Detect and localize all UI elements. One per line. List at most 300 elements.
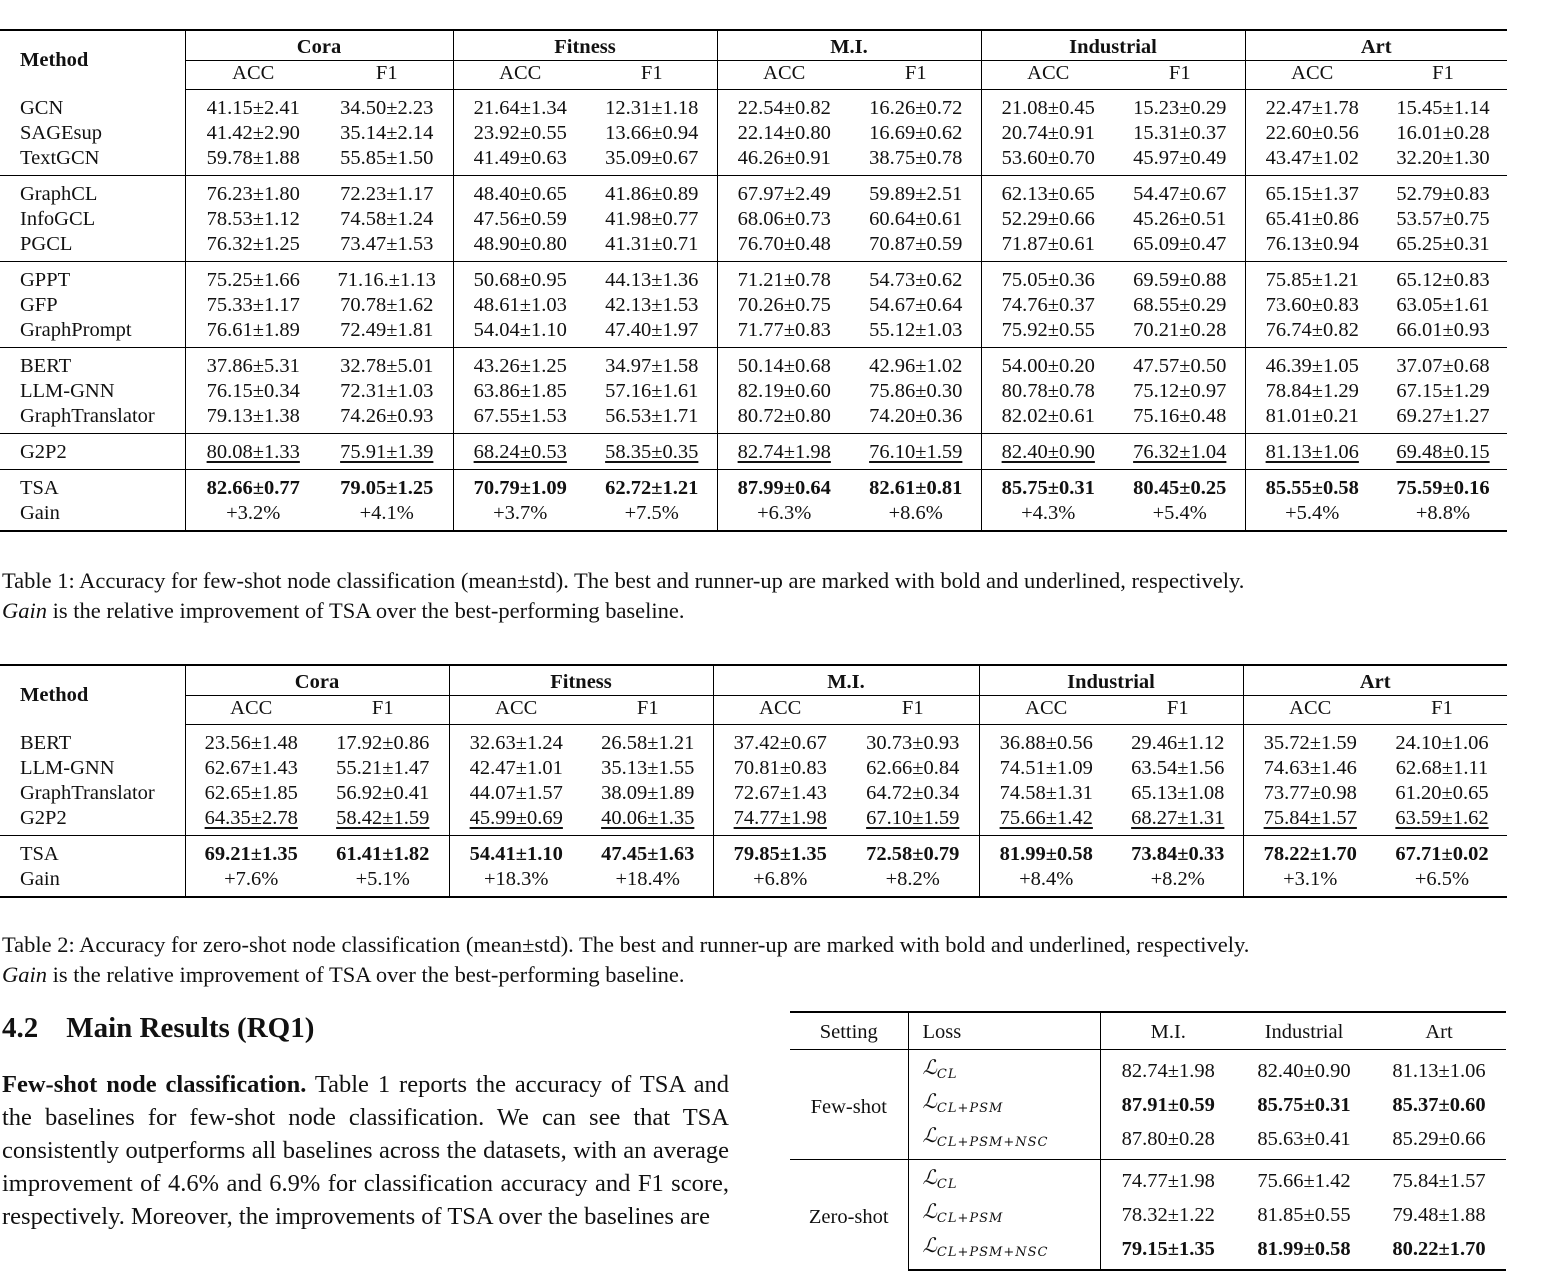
table-cell: 48.40±0.65 (453, 176, 587, 208)
table-cell: 73.60±0.83 (1245, 293, 1379, 318)
table-cell: 50.68±0.95 (453, 262, 587, 294)
table-cell: 62.65±1.85 (185, 781, 317, 806)
table-cell: 70.78±1.62 (340, 294, 434, 316)
method-name: GraphTranslator (20, 782, 155, 804)
table-cell: 20.74±0.91 (981, 121, 1115, 146)
table-cell: 81.99±0.58 (979, 836, 1113, 868)
ablation-row (790, 1050, 1506, 1089)
table-cell (587, 434, 717, 470)
metric-header: ACC (1243, 696, 1377, 725)
table-cell: 41.98±0.77 (605, 208, 699, 230)
table-cell: 34.97±1.58 (587, 348, 717, 380)
ablation-cell: 85.75±0.31 (1257, 1094, 1351, 1116)
table-row (0, 756, 1507, 781)
table-cell: 71.77±0.83 (717, 318, 851, 348)
table-cell: 32.20±1.30 (1396, 147, 1490, 169)
method-name: LLM-GNN (20, 757, 115, 779)
table-cell: 16.69±0.62 (869, 122, 963, 144)
table-cell: 61.41±1.82 (317, 836, 449, 868)
table-cell: 76.32±1.25 (185, 232, 321, 262)
ablation-cell: 79.48±1.88 (1392, 1204, 1486, 1226)
table-cell: 62.68±1.11 (1395, 757, 1489, 779)
table-cell: 74.51±1.09 (979, 756, 1113, 781)
table-cell: 66.01±0.93 (1396, 319, 1490, 341)
table-cell: 76.74±0.82 (1245, 318, 1379, 348)
metric-header: ACC (449, 696, 583, 725)
header-row (0, 665, 1507, 696)
underlined-value: 76.32±1.04 (1133, 441, 1227, 463)
table-cell: 76.61±1.89 (185, 318, 321, 348)
underlined-value: 74.77±1.98 (733, 807, 827, 829)
table-cell: 74.63±1.46 (1243, 756, 1377, 781)
table-cell: 42.47±1.01 (449, 756, 583, 781)
ablation-cell: 74.77±1.98 (1100, 1160, 1236, 1199)
table-cell: +6.5% (1377, 867, 1507, 897)
table-row (0, 379, 1507, 404)
table-cell: 62.72±1.21 (587, 470, 717, 502)
table-cell (449, 806, 583, 836)
table-cell: 45.97±0.49 (1133, 147, 1227, 169)
table-cell: 75.05±0.36 (981, 262, 1115, 294)
table-cell: 26.58±1.21 (601, 732, 695, 754)
table-cell: 41.15±2.41 (185, 90, 321, 122)
table-cell: 79.85±1.35 (713, 836, 847, 868)
setting-name: Few-shot (810, 1095, 887, 1118)
table-cell: 64.72±0.34 (866, 782, 960, 804)
table-cell: 22.14±0.80 (717, 121, 851, 146)
table-cell: 69.21±1.35 (185, 836, 317, 868)
table-cell: 82.61±0.81 (851, 470, 981, 502)
table-cell: 45.26±0.51 (1133, 208, 1227, 230)
table-cell: 67.71±0.02 (1377, 836, 1507, 868)
method-name: BERT (0, 348, 185, 380)
metric-header: F1 (847, 696, 979, 725)
loss-symbol: ℒ (922, 1123, 937, 1147)
few-shot-results-table (0, 29, 1507, 532)
metric-header: F1 (851, 61, 981, 90)
table-cell: 76.13±0.94 (1245, 232, 1379, 262)
table-cell: 36.88±0.56 (979, 725, 1113, 757)
table-cell: 62.13±0.65 (981, 176, 1115, 208)
table-cell: 35.13±1.55 (601, 757, 695, 779)
dataset-header: Art (1245, 30, 1507, 61)
table-row (0, 470, 1507, 502)
method-name: GFP (20, 294, 58, 316)
table-cell (1243, 806, 1377, 836)
table-row (0, 176, 1507, 208)
method-header: Method (0, 665, 185, 725)
metric-header: F1 (583, 696, 713, 725)
table-cell: 41.31±0.71 (605, 233, 699, 255)
dataset-header: Cora (185, 665, 449, 696)
table-cell: 70.81±0.83 (713, 756, 847, 781)
table-cell: 24.10±1.06 (1395, 732, 1489, 754)
ablation-header: Industrial (1236, 1012, 1372, 1050)
table-cell: 62.67±1.43 (185, 756, 317, 781)
table-cell: 54.67±0.64 (869, 294, 963, 316)
method-name: LLM-GNN (20, 380, 115, 402)
method-name: TSA (0, 836, 185, 868)
table-cell: 17.92±0.86 (336, 732, 430, 754)
table-cell: 75.25±1.66 (185, 262, 321, 294)
table-cell: 21.08±0.45 (981, 90, 1115, 122)
loss-name (908, 1050, 1100, 1089)
table-cell (713, 806, 847, 836)
ablation-header: M.I. (1100, 1012, 1236, 1050)
table-cell: 79.05±1.25 (321, 470, 453, 502)
table-row (0, 207, 1507, 232)
loss-name (908, 1122, 1100, 1160)
underlined-value: 68.24±0.53 (473, 441, 567, 463)
table-cell: 75.86±0.30 (869, 380, 963, 402)
table-row (0, 836, 1507, 868)
method-name: GCN (20, 96, 64, 119)
method-name: SAGEsup (20, 122, 103, 144)
dataset-header: Industrial (981, 30, 1245, 61)
table-cell: 55.85±1.50 (340, 147, 434, 169)
table-cell: 78.53±1.12 (185, 207, 321, 232)
table-cell: 38.09±1.89 (601, 782, 695, 804)
table-cell: 54.47±0.67 (1115, 176, 1245, 208)
table-cell: 21.64±1.34 (453, 90, 587, 122)
table-cell: 71.87±0.61 (981, 232, 1115, 262)
table-row (0, 434, 1507, 470)
table-cell: 70.87±0.59 (869, 233, 963, 255)
table-row (0, 262, 1507, 294)
underlined-value: 81.13±1.06 (1265, 441, 1359, 463)
table-cell: 82.66±0.77 (185, 470, 321, 502)
table-cell: 70.21±0.28 (1133, 319, 1227, 341)
method-name: GraphCL (0, 176, 185, 208)
table-cell: 85.55±0.58 (1245, 470, 1379, 502)
method-name: TSA (0, 470, 185, 502)
ablation-cell: 78.32±1.22 (1100, 1198, 1236, 1232)
table-cell: 37.07±0.68 (1379, 348, 1507, 380)
table-row (0, 806, 1507, 836)
dataset-header: M.I. (713, 665, 979, 696)
table-cell: 67.97±2.49 (717, 176, 851, 208)
table-cell: 72.58±0.79 (847, 836, 979, 868)
table-cell: 72.49±1.81 (340, 319, 434, 341)
table-row (0, 348, 1507, 380)
table-cell: 56.92±0.41 (336, 782, 430, 804)
header-row (0, 30, 1507, 61)
table-cell: 35.72±1.59 (1243, 725, 1377, 757)
ablation-cell: 75.66±1.42 (1236, 1160, 1372, 1199)
table-cell: 69.27±1.27 (1396, 405, 1490, 427)
underlined-value: 67.10±1.59 (866, 807, 960, 829)
section-number: 4.2 (2, 1012, 39, 1044)
table-cell: 70.79±1.09 (453, 470, 587, 502)
ablation-header-row (790, 1012, 1506, 1050)
table-cell: 59.78±1.88 (185, 146, 321, 176)
ablation-cell: 79.15±1.35 (1100, 1232, 1236, 1270)
body-paragraph (2, 1068, 729, 1233)
table-cell (453, 434, 587, 470)
metric-header: ACC (1245, 61, 1379, 90)
table-cell (1379, 434, 1507, 470)
loss-symbol: ℒ (922, 1165, 937, 1189)
paragraph-text: Table 1 reports the accuracy of TSA and the baselines for few-shot node classification. We can see that TSA consistently outperforms all baselines across the datasets, with an average improvement of 4.6% and 6.9% for classification accuracy and F1 score, respectively. Moreover, the improvements of TSA over the baselines are (2, 1071, 729, 1230)
loss-symbol: ℒ (922, 1055, 937, 1079)
ablation-cell: 81.85±0.55 (1257, 1204, 1351, 1226)
table-cell: +6.3% (717, 501, 851, 531)
table-cell: 69.59±0.88 (1115, 262, 1245, 294)
ablation-cell: 75.84±1.57 (1372, 1160, 1506, 1199)
loss-symbol: ℒ (922, 1199, 937, 1223)
table-cell: 43.26±1.25 (453, 348, 587, 380)
table-cell: 38.75±0.78 (869, 147, 963, 169)
table-cell: 65.12±0.83 (1379, 262, 1507, 294)
table-cell: 80.72±0.80 (717, 404, 851, 434)
table-row (0, 90, 1507, 122)
table-cell: 34.50±2.23 (340, 97, 434, 119)
method-name: GraphTranslator (20, 405, 155, 427)
method-name: Gain (0, 867, 185, 897)
table-cell: 48.61±1.03 (453, 293, 587, 318)
underlined-value: 82.40±0.90 (1001, 441, 1095, 463)
table-cell: 65.25±0.31 (1396, 233, 1490, 255)
dataset-header: Art (1243, 665, 1507, 696)
table-cell: 70.26±0.75 (717, 293, 851, 318)
table-row (0, 867, 1507, 897)
table-cell (1245, 434, 1379, 470)
table-row (0, 121, 1507, 146)
table-cell: 55.21±1.47 (336, 757, 430, 779)
loss-name (908, 1232, 1100, 1270)
loss-subscript: CL (936, 1177, 958, 1192)
table-row (0, 293, 1507, 318)
table-cell (317, 806, 449, 836)
table-cell: 22.54±0.82 (717, 90, 851, 122)
table-cell: +6.8% (713, 867, 847, 897)
table2-caption: Table 2: Accuracy for zero-shot node classification (mean±std). The best and runner-up are marked with bold and underlined, respectively. Gain is the relative improvement of TSA over the best-performing baseline. (2, 932, 1250, 987)
table-cell: 54.00±0.20 (981, 348, 1115, 380)
method-name: G2P2 (0, 434, 185, 470)
table-cell: +7.5% (587, 501, 717, 531)
table-cell: +5.1% (317, 867, 449, 897)
table-cell: 72.23±1.17 (321, 176, 453, 208)
table-cell: 85.75±0.31 (981, 470, 1115, 502)
table-cell: 61.20±0.65 (1395, 782, 1489, 804)
ablation-cell: 81.13±1.06 (1392, 1060, 1486, 1082)
table-cell: 75.16±0.48 (1133, 405, 1227, 427)
table-cell: 42.13±1.53 (605, 294, 699, 316)
table-cell: 75.59±0.16 (1379, 470, 1507, 502)
method-name: PGCL (20, 233, 73, 255)
underlined-value: 75.66±1.42 (999, 807, 1093, 829)
underlined-value: 76.10±1.59 (869, 441, 963, 463)
table-cell: +3.1% (1243, 867, 1377, 897)
ablation-table (790, 1011, 1506, 1271)
table-cell (1377, 806, 1507, 836)
underlined-value: 80.08±1.33 (206, 441, 300, 463)
table-cell: +5.4% (1245, 501, 1379, 531)
table-cell: 60.64±0.61 (869, 208, 963, 230)
table-cell: 72.67±1.43 (713, 781, 847, 806)
table-cell: 78.22±1.70 (1243, 836, 1377, 868)
table-cell: 30.73±0.93 (866, 732, 960, 754)
loss-subscript: CL+PSM (936, 1101, 1004, 1116)
table-cell (1115, 434, 1245, 470)
table-cell (185, 434, 321, 470)
table-cell (1113, 806, 1243, 836)
metric-header-row (0, 696, 1507, 725)
table-cell: 46.26±0.91 (717, 146, 851, 176)
dataset-header: Fitness (449, 665, 713, 696)
table-cell: 56.53±1.71 (605, 405, 699, 427)
method-header: Method (0, 30, 185, 90)
loss-symbol: ℒ (922, 1089, 937, 1113)
underlined-value: 75.84±1.57 (1263, 807, 1357, 829)
table1-caption: Table 1: Accuracy for few-shot node classification (mean±std). The best and runner-up are marked with bold and underlined, respectively. Gain is the relative improvement of TSA over the best-performing baseline. (2, 568, 1245, 623)
table-cell: 37.86±5.31 (185, 348, 321, 380)
ablation-row (790, 1160, 1506, 1199)
table-cell (321, 434, 453, 470)
metric-header: F1 (1115, 61, 1245, 90)
method-name: GPPT (0, 262, 185, 294)
underlined-value: 68.27±1.31 (1131, 807, 1225, 829)
loss-subscript: CL+PSM+NSC (936, 1245, 1049, 1260)
table-cell: 74.58±1.31 (979, 781, 1113, 806)
metric-header: ACC (185, 696, 317, 725)
underlined-value: 82.74±1.98 (737, 441, 831, 463)
table-cell: 63.05±1.61 (1396, 294, 1490, 316)
table-cell: 42.96±1.02 (851, 348, 981, 380)
table-cell: 73.47±1.53 (340, 233, 434, 255)
table-cell: 47.56±0.59 (453, 207, 587, 232)
ablation-header: Art (1372, 1012, 1506, 1050)
underlined-value: 58.42±1.59 (336, 807, 430, 829)
table-cell: 32.63±1.24 (449, 725, 583, 757)
method-name: BERT (20, 731, 72, 754)
ablation-cell: 80.22±1.70 (1372, 1232, 1506, 1270)
table-cell: 54.41±1.10 (449, 836, 583, 868)
table-cell: 65.09±0.47 (1133, 233, 1227, 255)
table-cell: 32.78±5.01 (321, 348, 453, 380)
metric-header: F1 (317, 696, 449, 725)
table-cell: +4.1% (321, 501, 453, 531)
table-row (0, 232, 1507, 262)
table-cell: 81.01±0.21 (1245, 404, 1379, 434)
table-cell: 16.26±0.72 (869, 97, 963, 119)
underlined-value: 75.91±1.39 (340, 441, 434, 463)
ablation-cell: 85.37±0.60 (1392, 1094, 1486, 1116)
table-cell: 68.55±0.29 (1133, 294, 1227, 316)
method-name: TextGCN (20, 147, 100, 169)
table-cell: 71.16.±1.13 (321, 262, 453, 294)
table-row (0, 146, 1507, 176)
table-cell: +3.2% (185, 501, 321, 531)
ablation-cell: 87.80±0.28 (1100, 1122, 1236, 1160)
method-name: Gain (0, 501, 185, 531)
table-cell: 74.26±0.93 (340, 405, 434, 427)
table-cell: +8.6% (851, 501, 981, 531)
table-cell: 47.40±1.97 (605, 319, 699, 341)
table-cell: 52.29±0.66 (981, 207, 1115, 232)
ablation-cell: 81.99±0.58 (1236, 1232, 1372, 1270)
dataset-header: Industrial (979, 665, 1243, 696)
table-cell (851, 434, 981, 470)
table-cell: 80.78±0.78 (981, 379, 1115, 404)
table-cell: 15.31±0.37 (1133, 122, 1227, 144)
table-cell: 43.47±1.02 (1245, 146, 1379, 176)
table-row (0, 318, 1507, 348)
loss-subscript: CL+PSM (936, 1211, 1004, 1226)
table-cell: 48.90±0.80 (453, 232, 587, 262)
metric-header: F1 (1113, 696, 1243, 725)
table-cell: +3.7% (453, 501, 587, 531)
ablation-cell: 82.74±1.98 (1100, 1050, 1236, 1089)
metric-header-row (0, 61, 1507, 90)
table-cell: 73.77±0.98 (1243, 781, 1377, 806)
table-cell: 87.99±0.64 (717, 470, 851, 502)
table-cell: 65.13±1.08 (1131, 782, 1225, 804)
table-cell: 44.07±1.57 (449, 781, 583, 806)
table-row (0, 404, 1507, 434)
table-cell (717, 434, 851, 470)
ablation-cell: 85.29±0.66 (1392, 1128, 1486, 1150)
underlined-value: 45.99±0.69 (469, 807, 563, 829)
method-name: GraphPrompt (20, 319, 132, 341)
table-cell: 73.84±0.33 (1113, 836, 1243, 868)
table-cell: 12.31±1.18 (605, 97, 699, 119)
dataset-header: M.I. (717, 30, 981, 61)
ablation-cell: 85.63±0.41 (1257, 1128, 1351, 1150)
table-cell: +8.2% (1113, 867, 1243, 897)
table-cell: 75.12±0.97 (1133, 380, 1227, 402)
table-cell: +8.2% (847, 867, 979, 897)
table-cell: 15.23±0.29 (1133, 97, 1227, 119)
metric-header: ACC (713, 696, 847, 725)
table-cell: 57.16±1.61 (605, 380, 699, 402)
underlined-value: 58.35±0.35 (605, 441, 699, 463)
table-cell: 76.70±0.48 (717, 232, 851, 262)
table-cell: +8.8% (1379, 501, 1507, 531)
table-cell: 75.33±1.17 (185, 293, 321, 318)
table-cell: 82.19±0.60 (717, 379, 851, 404)
table-cell: 37.42±0.67 (713, 725, 847, 757)
metric-header: F1 (587, 61, 717, 90)
table-cell: 71.21±0.78 (717, 262, 851, 294)
table-cell (583, 806, 713, 836)
table-cell: 65.41±0.86 (1245, 207, 1379, 232)
section-title: Main Results (RQ1) (66, 1012, 315, 1044)
underlined-value: 40.06±1.35 (601, 807, 695, 829)
table-cell: +18.3% (449, 867, 583, 897)
table-cell: 80.45±0.25 (1115, 470, 1245, 502)
table-cell (185, 806, 317, 836)
table-cell: 67.55±1.53 (453, 404, 587, 434)
table-cell: 41.86±0.89 (587, 176, 717, 208)
table-cell: +5.4% (1115, 501, 1245, 531)
table-cell: 55.12±1.03 (869, 319, 963, 341)
metric-header: ACC (717, 61, 851, 90)
table-cell: 47.45±1.63 (583, 836, 713, 868)
zero-shot-results-table (0, 664, 1507, 898)
loss-subscript: CL (936, 1067, 958, 1082)
table-cell: 63.54±1.56 (1131, 757, 1225, 779)
table-cell: 16.01±0.28 (1396, 122, 1490, 144)
table-cell (979, 806, 1113, 836)
table-cell: 41.42±2.90 (185, 121, 321, 146)
ablation-cell: 82.40±0.90 (1257, 1060, 1351, 1082)
table-cell: 74.76±0.37 (981, 293, 1115, 318)
metric-header: F1 (1377, 696, 1507, 725)
table-cell: 15.45±1.14 (1396, 97, 1490, 119)
table-cell (847, 806, 979, 836)
table-cell: 75.92±0.55 (981, 318, 1115, 348)
